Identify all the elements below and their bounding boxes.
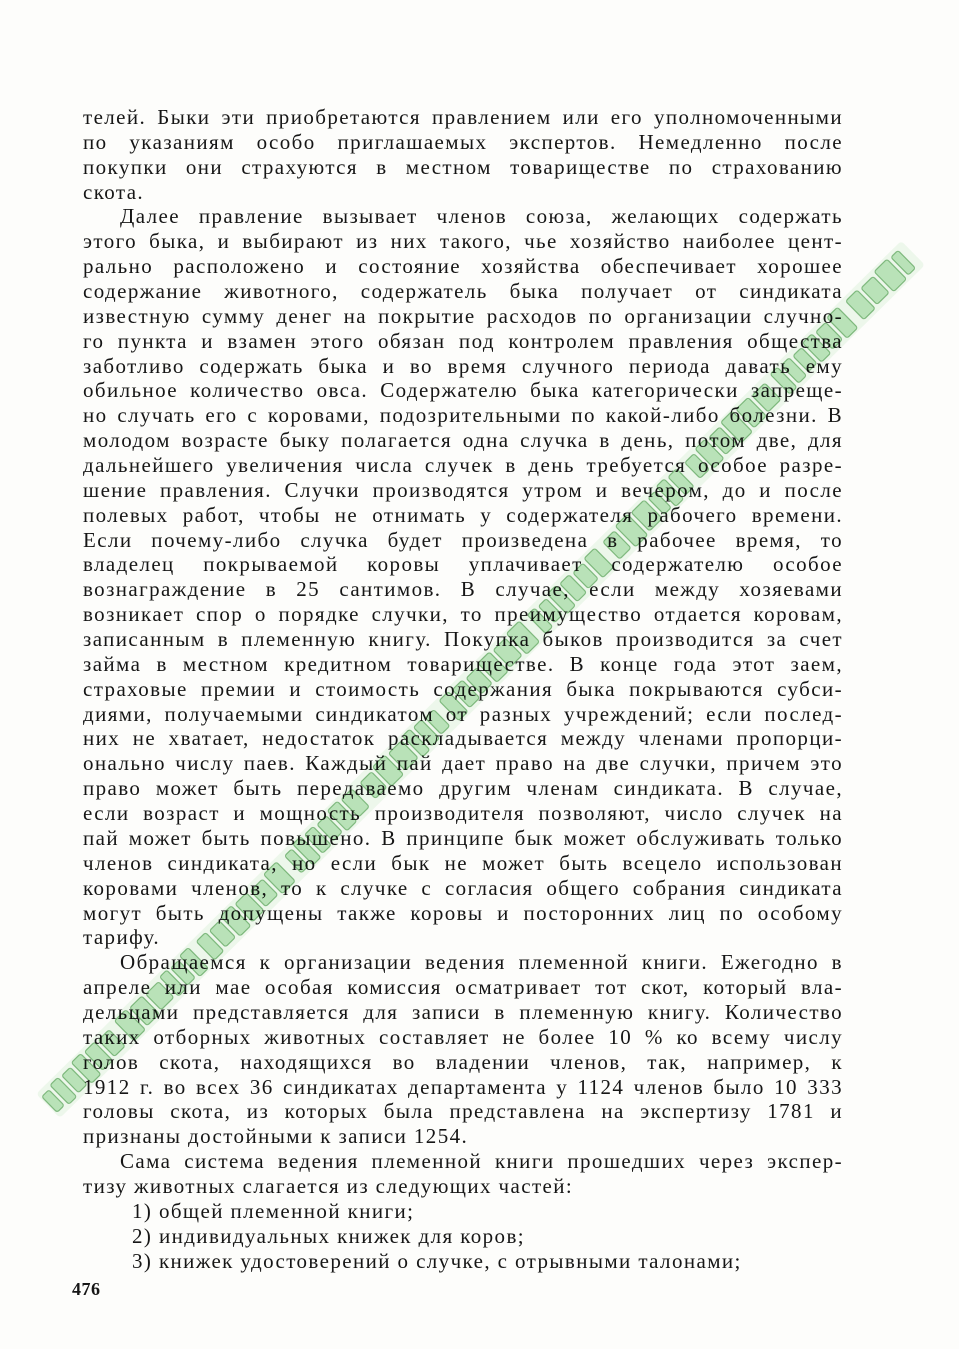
text-line: дельцами представляется для записи в племенную книгу. Количество — [83, 999, 843, 1024]
text-line: диями, получаемыми синдикатом от разных учреждений; если послед- — [83, 701, 843, 726]
text-line: признаны достойными к записи 1254. — [83, 1124, 469, 1149]
watermark-glyph — [42, 1090, 65, 1113]
text-line: телей. Быки эти приобретаются правлением или его уполномоченными — [83, 105, 843, 129]
text-line: вознаграждение в 25 сантимов. В случае, если между хозяевами — [83, 577, 843, 602]
text-line: головы скота, из которых была представлена на экспертизу 1781 и — [83, 1099, 843, 1124]
list-item: 1) общей племенной книги; — [132, 1198, 415, 1223]
watermark-glyph — [50, 1077, 77, 1104]
paragraph — [83, 204, 843, 950]
text-line: если возраст и мощность производителя позволяют, число случек на — [83, 801, 843, 826]
text-line: но случать его с коровами, подозрительными по какой-либо болезни. В — [83, 403, 843, 428]
paragraph — [83, 1149, 843, 1199]
text-line: записанным в племенную книгу. Покупка быков производится за счет — [83, 627, 843, 652]
watermark-glyph — [891, 250, 916, 275]
watermark-glyph — [861, 276, 889, 304]
body-text — [83, 105, 843, 1273]
text-line: этого быка, и выбирают из них такого, чье хозяйство наиболее цент- — [83, 229, 843, 254]
text-line: обильное количество овса. Содержателю быка категорически запреще- — [83, 378, 843, 403]
paragraph — [83, 105, 843, 204]
text-line: право может быть передаваемо другим членам синдиката. В случае, — [83, 776, 843, 801]
text-line: покупки они страхуются в местном товариществе по страхованию — [83, 154, 843, 179]
list-item: 3) книжек удостоверений о случке, с отрывными талонами; — [132, 1248, 742, 1273]
text-line: пай может быть повышено. В принципе бык может обслуживать только — [83, 825, 843, 850]
text-line: могут быть допущены также коровы и посторонних лиц по особому — [83, 900, 843, 925]
text-line: заботливо содержать быка и во время случного периода давать ему — [83, 353, 843, 378]
text-line: таких отборных животных составляет не более 10 % ко всему числу — [83, 1024, 843, 1049]
paragraph — [83, 950, 843, 1149]
text-line: рально расположено и состояние хозяйства обеспечивает хорошее — [83, 254, 843, 279]
text-line: страховые премии и стоимость содержания быка покрываются субси- — [83, 676, 843, 701]
text-line: Если почему-либо случка будет произведена в рабочее время, то — [83, 527, 843, 552]
text-line: 1912 г. во всех 36 синдикатах департамента у 1124 членов было 10 333 — [83, 1074, 843, 1099]
text-line: них не хватает, недостаток раскладывается между членами пропорци- — [83, 726, 843, 751]
numbered-list — [83, 1199, 843, 1274]
text-line: онально числу паев. Каждый пай дает право на две случки, причем это — [83, 751, 843, 776]
text-line: го пункта и взамен этого обязан под контролем правления общества — [83, 328, 843, 353]
text-line: дальнейшего увеличения числа случек в день требуется особое разре- — [83, 453, 843, 478]
list-item: 2) индивидуальных книжек для коров; — [132, 1223, 526, 1248]
text-line: Сама система ведения племенной книги прошедших через экспер- — [120, 1149, 843, 1174]
text-line: Далее правление вызывает членов союза, желающих содержать — [120, 204, 843, 229]
watermark-glyph — [874, 259, 906, 292]
page-number: 476 — [72, 1279, 101, 1299]
text-line: коровами членов, то к случке с согласия общего собрания синдиката — [83, 875, 843, 900]
text-line: возникает спор о порядке случки, то преимущество отдается коровам, — [83, 602, 843, 627]
text-line: голов скота, находящихся во владении членов, так, например, к — [83, 1049, 843, 1074]
text-line: тарифу. — [83, 925, 161, 950]
text-line: апреле или мае особая комиссия осматривает тот скот, который вла- — [83, 975, 843, 1000]
text-line: по указаниям особо приглашаемых экспертов. Немедленно после — [83, 129, 843, 154]
watermark-glyph — [846, 290, 876, 320]
text-line: скота. — [83, 179, 145, 204]
text-line: тизу животных слагается из следующих частей: — [83, 1173, 574, 1198]
text-line: займа в местном кредитном товариществе. В конце года этот заем, — [83, 651, 843, 676]
text-line: известную сумму денег на покрытие расходов по организации случно- — [83, 303, 843, 328]
text-line: шение правления. Случки производятся утром и вечером, до и после — [83, 477, 843, 502]
text-line: содержание животного, содержатель быка получает от синдиката — [83, 279, 843, 304]
text-line: Обращаемся к организации ведения племенной книги. Ежегодно в — [120, 950, 843, 975]
text-line: молодом возрасте быку полагается одна случка в день, потом две, для — [83, 428, 843, 453]
text-line: членов синдиката, но если бык не может быть всецело использован — [83, 850, 843, 875]
text-line: полевых работ, чтобы не отнимать у содержателя рабочего времени. — [83, 502, 843, 527]
text-line: владелец покрываемой коровы уплачивает содержателю особое — [83, 552, 843, 577]
